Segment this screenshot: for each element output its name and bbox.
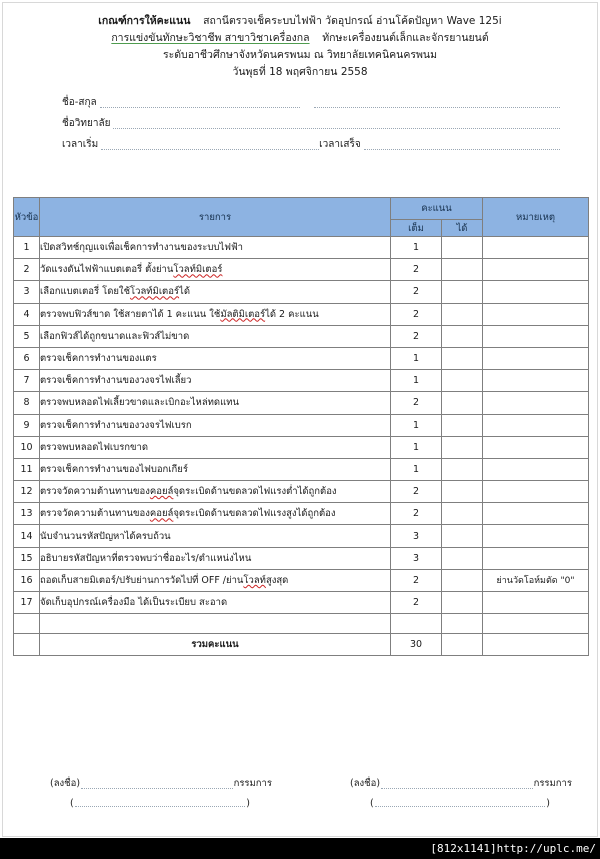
total-score-got[interactable]	[442, 634, 483, 656]
field-gap	[300, 97, 314, 108]
row-number: 6	[14, 347, 40, 369]
row-number: 12	[14, 481, 40, 503]
table-row-blank	[14, 614, 589, 634]
table-row	[14, 547, 589, 569]
table-row	[14, 436, 589, 458]
row-note[interactable]	[483, 525, 589, 547]
blank-cell	[14, 614, 40, 634]
row-description: ตรวจเช็คการทำงานของวงจรไฟเลี้ยว	[40, 370, 391, 392]
row-description: ตรวจวัดความต้านทานของคอยล์จุดระเบิดด้านขดลวดไฟแรงสูงได้ถูกต้อง	[40, 503, 391, 525]
row-score-full: 2	[391, 303, 442, 325]
row-description: ตรวจพบหลอดไฟเบรกขาด	[40, 436, 391, 458]
paren-open-left: (	[70, 798, 74, 809]
signature-section	[0, 775, 600, 809]
row-number: 5	[14, 325, 40, 347]
row-description: เลือกแบตเตอรี่ โดยใช้โวลท์มิเตอร์ได้	[40, 281, 391, 303]
signature-block-left	[0, 775, 300, 809]
row-description: เลือกฟิวส์ได้ถูกขนาดและฟิวส์ไม่ขาด	[40, 325, 391, 347]
name-input-secondary[interactable]	[314, 96, 560, 108]
header-score-got: ได้	[442, 220, 483, 237]
document-header	[0, 0, 600, 81]
table-row	[14, 325, 589, 347]
row-note[interactable]	[483, 347, 589, 369]
title-line-1	[0, 13, 600, 30]
row-score-got[interactable]	[442, 259, 483, 281]
row-score-got[interactable]	[442, 281, 483, 303]
header-score-full: เต็ม	[391, 220, 442, 237]
row-description: วัดแรงดันไฟฟ้าแบตเตอรี่ ตั้งย่านโวลท์มิเตอร์	[40, 259, 391, 281]
row-score-full: 2	[391, 503, 442, 525]
row-score-full: 2	[391, 259, 442, 281]
row-description: นับจำนวนรหัสปัญหาได้ครบถ้วน	[40, 525, 391, 547]
signature-input-left[interactable]	[81, 778, 233, 789]
total-note	[483, 634, 589, 656]
field-row-college	[62, 110, 560, 131]
signature-line-right	[328, 775, 572, 791]
table-row	[14, 569, 589, 591]
row-note[interactable]	[483, 503, 589, 525]
row-note[interactable]: ย่านวัดโอห์มตัด "0"	[483, 569, 589, 591]
row-number: 4	[14, 303, 40, 325]
table-row-total	[14, 634, 589, 656]
signature-line-left	[28, 775, 272, 791]
signature-name-input-right[interactable]	[375, 796, 546, 807]
title-station-label: สถานีตรวจเช็คระบบไฟฟ้า วัดอุปกรณ์ อ่านโค้ดปัญหา Wave 125i	[203, 15, 502, 27]
blank-cell	[40, 614, 391, 634]
start-time-label: เวลาเริ่ม	[62, 139, 99, 150]
row-description: ตรวจวัดความต้านทานของคอยล์จุดระเบิดด้านขดลวดไฟแรงต่ำได้ถูกต้อง	[40, 481, 391, 503]
row-score-full: 2	[391, 325, 442, 347]
row-description: เปิดสวิทช์กุญแจเพื่อเช็คการทำงานของระบบไฟฟ้า	[40, 237, 391, 259]
row-score-got[interactable]	[442, 370, 483, 392]
row-description: ตรวจเช็คการทำงานของวงจรไฟเบรก	[40, 414, 391, 436]
blank-cell	[483, 614, 589, 634]
score-table-container	[13, 197, 588, 656]
row-note[interactable]	[483, 592, 589, 614]
row-note[interactable]	[483, 303, 589, 325]
header-no: หัวข้อ	[14, 198, 40, 237]
row-note[interactable]	[483, 547, 589, 569]
row-description: จัดเก็บอุปกรณ์เครื่องมือ ได้เป็นระเบียบ สะอาด	[40, 592, 391, 614]
table-body	[14, 237, 589, 656]
row-score-got[interactable]	[442, 414, 483, 436]
row-score-got[interactable]	[442, 237, 483, 259]
sign-label-right: (ลงชื่อ)	[350, 778, 381, 789]
row-description: ตรวจพบหลอดไฟเลี้ยวขาดและเบิกอะไหล่ทดแทน	[40, 392, 391, 414]
form-fields	[0, 89, 600, 152]
total-spacer	[14, 634, 40, 656]
row-note[interactable]	[483, 436, 589, 458]
row-score-full: 1	[391, 436, 442, 458]
row-description: ตรวจเช็คการทำงานของแตร	[40, 347, 391, 369]
row-score-got[interactable]	[442, 547, 483, 569]
row-score-full: 2	[391, 592, 442, 614]
row-score-full: 3	[391, 525, 442, 547]
row-score-got[interactable]	[442, 458, 483, 480]
title-line-3: ระดับอาชีวศึกษาจังหวัดนครพนม ณ วิทยาลัยเทคนิคนครพนม	[162, 49, 438, 61]
header-score-group: คะแนน	[391, 198, 483, 220]
row-score-got[interactable]	[442, 303, 483, 325]
score-table	[13, 197, 589, 656]
signature-name-input-left[interactable]	[75, 796, 246, 807]
total-score-full: 30	[391, 634, 442, 656]
row-note[interactable]	[483, 370, 589, 392]
row-score-full: 1	[391, 458, 442, 480]
row-score-full: 1	[391, 414, 442, 436]
table-row	[14, 503, 589, 525]
college-input[interactable]	[113, 117, 560, 129]
table-row	[14, 237, 589, 259]
row-score-full: 3	[391, 547, 442, 569]
title-main-label: เกณฑ์การให้คะแนน	[98, 15, 191, 27]
end-time-label: เวลาเสร็จ	[319, 139, 361, 150]
header-description: รายการ	[40, 198, 391, 237]
row-number: 1	[14, 237, 40, 259]
row-score-full: 2	[391, 392, 442, 414]
row-number: 3	[14, 281, 40, 303]
row-number: 11	[14, 458, 40, 480]
row-score-full: 2	[391, 569, 442, 591]
table-row	[14, 592, 589, 614]
signature-name-right	[328, 791, 572, 809]
table-row	[14, 281, 589, 303]
row-description: ตรวจพบฟิวส์ขาด ใช้สายตาได้ 1 คะแนน ใช้มัลติมิเตอร์ได้ 2 คะแนน	[40, 303, 391, 325]
row-number: 14	[14, 525, 40, 547]
row-description: ถอดเก็บสายมิเตอร์/ปรับย่านการวัดไปที่ OFF /ย่านโวลท์สูงสุด	[40, 569, 391, 591]
role-label-right: กรรมการ	[533, 778, 572, 789]
end-time-input[interactable]	[364, 138, 560, 150]
field-row-name	[62, 89, 560, 110]
title-line-4-date: วันพุธที่ 18 พฤศจิกายน 2558	[232, 66, 368, 78]
table-row	[14, 259, 589, 281]
table-row	[14, 525, 589, 547]
row-number: 10	[14, 436, 40, 458]
row-description: ตรวจเช็คการทำงานของไฟบอกเกียร์	[40, 458, 391, 480]
row-note[interactable]	[483, 281, 589, 303]
row-number: 2	[14, 259, 40, 281]
row-score-got[interactable]	[442, 436, 483, 458]
row-score-got[interactable]	[442, 481, 483, 503]
signature-input-right[interactable]	[381, 778, 533, 789]
row-score-got[interactable]	[442, 525, 483, 547]
total-label: รวมคะแนน	[40, 634, 391, 656]
row-number: 13	[14, 503, 40, 525]
signature-name-left	[28, 791, 272, 809]
row-score-got[interactable]	[442, 569, 483, 591]
row-score-full: 1	[391, 347, 442, 369]
start-time-input[interactable]	[101, 138, 319, 150]
paren-open-right: (	[370, 798, 374, 809]
row-number: 15	[14, 547, 40, 569]
row-score-full: 2	[391, 281, 442, 303]
table-row	[14, 458, 589, 480]
blank-cell	[391, 614, 442, 634]
name-input[interactable]	[100, 96, 300, 108]
title-line-2	[0, 30, 600, 47]
row-score-got[interactable]	[442, 325, 483, 347]
paren-close-right: )	[546, 798, 550, 809]
row-note[interactable]	[483, 481, 589, 503]
name-label: ชื่อ-สกุล	[62, 97, 97, 108]
row-number: 8	[14, 392, 40, 414]
table-row	[14, 414, 589, 436]
footer-watermark: [812x1141]http://uplc.me/	[0, 838, 600, 859]
row-score-got[interactable]	[442, 592, 483, 614]
field-row-time	[62, 131, 560, 152]
row-number: 9	[14, 414, 40, 436]
row-number: 17	[14, 592, 40, 614]
role-label-left: กรรมการ	[233, 778, 272, 789]
row-note[interactable]	[483, 458, 589, 480]
row-note[interactable]	[483, 325, 589, 347]
paren-close-left: )	[246, 798, 250, 809]
table-row	[14, 370, 589, 392]
title-skill-label: ทักษะเครื่องยนต์เล็กและจักรยานยนต์	[322, 32, 489, 44]
row-score-got[interactable]	[442, 347, 483, 369]
table-row	[14, 347, 589, 369]
college-label: ชื่อวิทยาลัย	[62, 118, 111, 129]
title-competition-label: การแข่งขันทักษะวิชาชีพ สาขาวิชาเครื่องกล	[111, 32, 310, 44]
row-note[interactable]	[483, 237, 589, 259]
table-header-row-1	[14, 198, 589, 220]
row-number: 7	[14, 370, 40, 392]
table-row	[14, 392, 589, 414]
row-score-full: 2	[391, 481, 442, 503]
row-score-full: 1	[391, 370, 442, 392]
header-note: หมายเหตุ	[483, 198, 589, 237]
row-score-got[interactable]	[442, 503, 483, 525]
row-description: อธิบายรหัสปัญหาที่ตรวจพบว่าชื่ออะไร/ตำแหน่งไหน	[40, 547, 391, 569]
row-score-got[interactable]	[442, 392, 483, 414]
row-note[interactable]	[483, 414, 589, 436]
table-row	[14, 303, 589, 325]
table-head	[14, 198, 589, 237]
sign-label-left: (ลงชื่อ)	[50, 778, 81, 789]
table-row	[14, 481, 589, 503]
row-note[interactable]	[483, 259, 589, 281]
signature-block-right	[300, 775, 600, 809]
row-number: 16	[14, 569, 40, 591]
row-note[interactable]	[483, 392, 589, 414]
row-score-full: 1	[391, 237, 442, 259]
blank-cell	[442, 614, 483, 634]
